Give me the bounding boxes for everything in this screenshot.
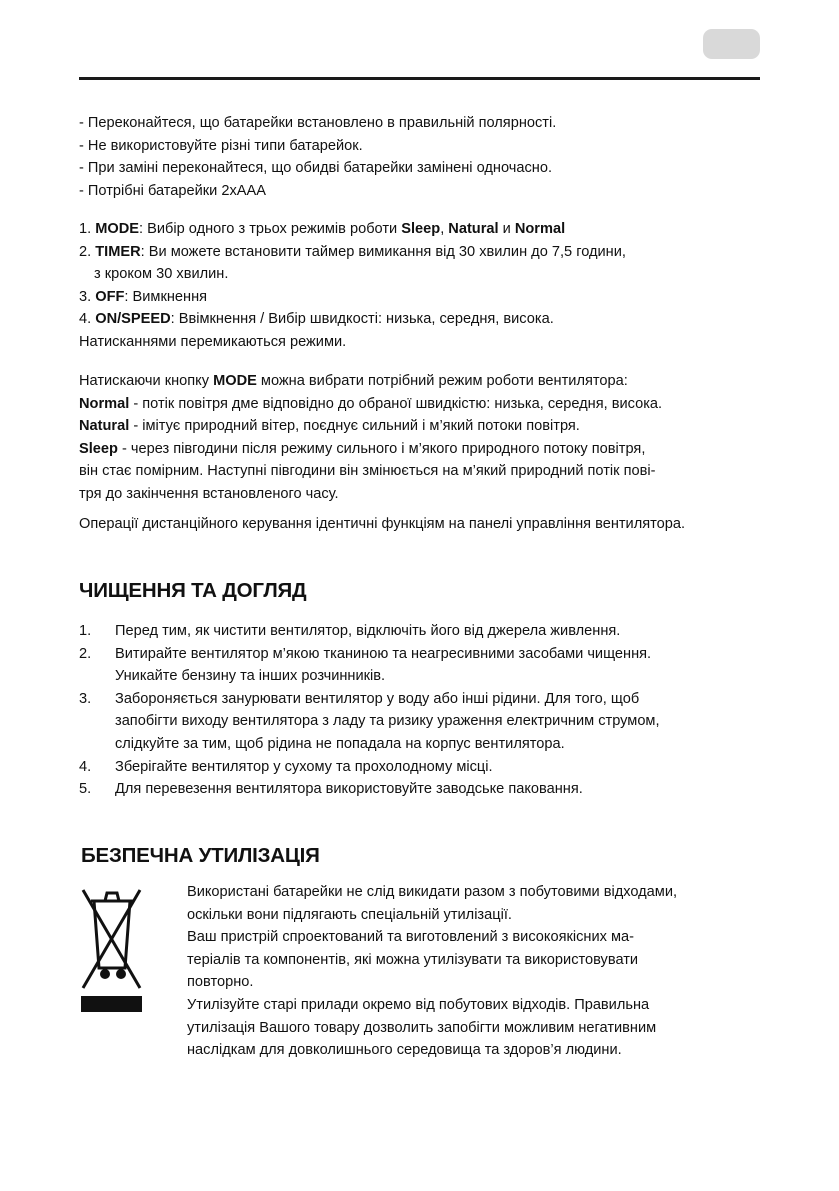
mode-sleep-line3: тря до закінчення встановленого часу.: [79, 485, 339, 502]
cleaning-list: [79, 620, 769, 801]
battery-note: - Не використовуйте різні типи батарейок.: [79, 137, 363, 154]
mode-normal: Normal - потік повітря дме відповідно до обраної швидкістю: низька, середня, висока.: [79, 395, 663, 412]
disposal-line: теріалів та компонентів, які можна утилізувати та використовувати: [187, 951, 639, 968]
disposal-line: Утилізуйте старі прилади окремо від побутових відходів. Правильна: [187, 996, 650, 1013]
list-item: 5. Для перевезення вентилятора використовуйте заводське паковання.: [79, 781, 583, 798]
modes-intro: Натискаючи кнопку MODE можна вибрати потрібний режим роботи вентилятора:: [79, 373, 628, 389]
button-item-off: 3. OFF: Вимкнення: [79, 288, 208, 305]
cleaning-heading: ЧИЩЕННЯ ТА ДОГЛЯД: [79, 579, 307, 602]
disposal-line: Використані батарейки не слід викидати разом з побутовими відходами,: [187, 884, 678, 900]
weee-bin-icon: [81, 884, 142, 1012]
remote-note: [79, 513, 769, 536]
battery-note: - Потрібні батарейки 2xAAA: [79, 182, 267, 199]
disposal-text: [187, 881, 777, 1062]
mode-sleep: Sleep - через півгодини після режиму сильного і м’якого природного потоку повітря,: [79, 440, 646, 457]
battery-notes: [79, 112, 769, 202]
disposal-line: утилізація Вашого товару дозволить запобігти можливим негативним: [187, 1019, 657, 1036]
button-item-mode: 1. MODE: Вибір одного з трьох режимів роботи Sleep, Natural и Normal: [79, 221, 566, 237]
timer-key: TIMER: [95, 243, 141, 260]
mode-sleep-line2: він стає помірним. Наступні півгодини він змінюється на м’який природний потік пові-: [79, 463, 656, 480]
disposal-line: Ваш пристрій спроектований та виготовлений з високоякісних ма-: [187, 929, 634, 946]
mode-key: MODE: [95, 221, 140, 237]
remote-note-text: Операції дистанційного керування ідентичні функціям на панелі управління вентилятора.: [79, 516, 686, 532]
disposal-heading: БЕЗПЕЧНА УТИЛІЗАЦІЯ: [81, 844, 320, 867]
switch-note: Натисканнями перемикаються режими.: [79, 333, 347, 350]
battery-note: - Переконайтеся, що батарейки встановлено в правильній полярності.: [79, 115, 557, 131]
onspeed-key: ON/SPEED: [95, 311, 171, 328]
list-item: 1. Перед тим, як чистити вентилятор, відключіть його від джерела живлення.: [79, 623, 621, 639]
page-tab: [703, 29, 760, 59]
button-functions: [79, 218, 769, 354]
off-key: OFF: [95, 288, 125, 305]
battery-note: - При заміні переконайтеся, що обидві батарейки замінені одночасно.: [79, 160, 553, 177]
disposal-line: оскільки вони підлягають спеціальній утилізації.: [187, 906, 512, 923]
list-item: 3. Забороняється занурювати вентилятор у воду або інші рідини. Для того, щоб запобігти виходу вентилятора з ладу та ризику ураження електричним струмом, слідкуйте за тим, щоб рідина не попадала на корпус вентилятора.: [79, 690, 660, 752]
mode-descriptions: [79, 370, 769, 506]
button-item-timer-cont: з кроком 30 хвилин.: [94, 266, 229, 283]
mode-natural: Natural - імітує природний вітер, поєднує сильний і м’який потоки повітря.: [79, 418, 580, 435]
list-item: 4. Зберігайте вентилятор у сухому та прохолодному місці.: [79, 758, 493, 775]
disposal-line: наслідкам для довколишнього середовища та здоров’я людини.: [187, 1042, 622, 1059]
header-rule: [79, 77, 760, 80]
button-item-onspeed: 4. ON/SPEED: Ввімкнення / Вибір швидкості: низька, середня, висока.: [79, 311, 554, 328]
list-item: 2. Витирайте вентилятор м’якою тканиною та неагресивними засобами чищення. Уникайте бензину та інших розчинників.: [79, 645, 652, 685]
button-item-timer: 2. TIMER: Ви можете встановити таймер вимикання від 30 хвилин до 7,5 години,: [79, 243, 626, 260]
disposal-line: повторно.: [187, 974, 254, 991]
